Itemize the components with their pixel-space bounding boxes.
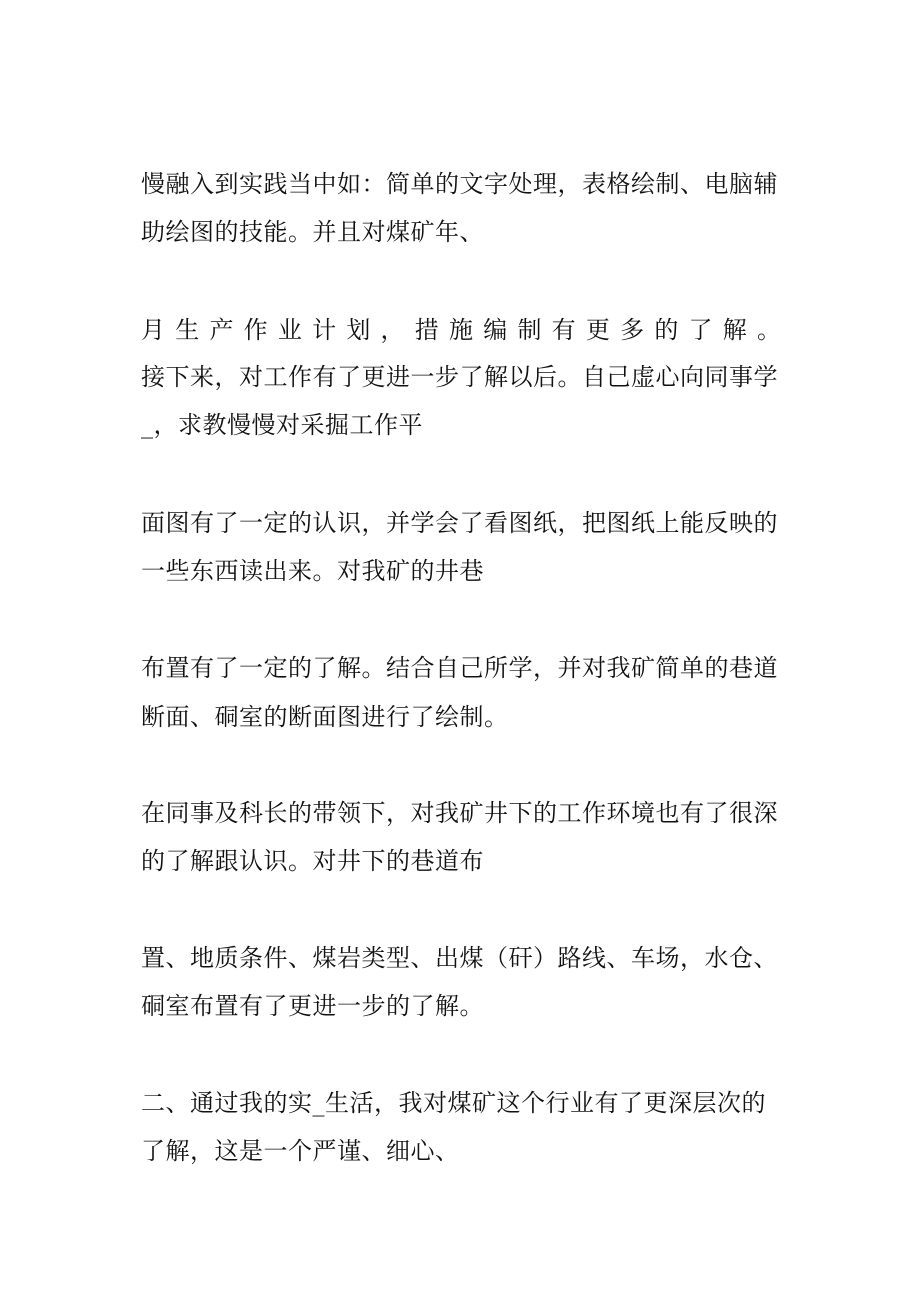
text-line: 在同事及科长的带领下，对我矿井下的工作环境也有了很深 bbox=[141, 799, 778, 827]
text-line: 慢融入到实践当中如：简单的文字处理，表格绘制、电脑辅 bbox=[141, 170, 778, 198]
text-line: 月生产作业计划，措施编制有更多的了解。 bbox=[141, 316, 781, 344]
text-line: 断面、硐室的断面图进行了绘制。 bbox=[141, 703, 509, 731]
text-line: 硐室布置有了更进一步的了解。 bbox=[141, 992, 484, 1020]
text-line: 二、通过我的实_生活，我对煤矿这个行业有了更深层次的 bbox=[141, 1089, 766, 1117]
text-line: 接下来，对工作有了更进一步了解以后。自己虚心向同事学 bbox=[141, 363, 778, 391]
text-line: 布置有了一定的了解。结合自己所学，并对我矿简单的巷道 bbox=[141, 654, 778, 682]
text-line: 助绘图的技能。并且对煤矿年、 bbox=[141, 218, 484, 246]
text-line: _，求教慢慢对采掘工作平 bbox=[141, 411, 423, 439]
text-line: 面图有了一定的认识，并学会了看图纸，把图纸上能反映的 bbox=[141, 509, 778, 537]
text-line: 一些东西读出来。对我矿的井巷 bbox=[141, 557, 484, 585]
text-line: 置、地质条件、煤岩类型、出煤（矸）路线、车场，水仓、 bbox=[141, 944, 778, 972]
text-line: 的了解跟认识。对井下的巷道布 bbox=[141, 847, 484, 875]
text-line: 了解，这是一个严谨、细心、 bbox=[141, 1137, 460, 1165]
